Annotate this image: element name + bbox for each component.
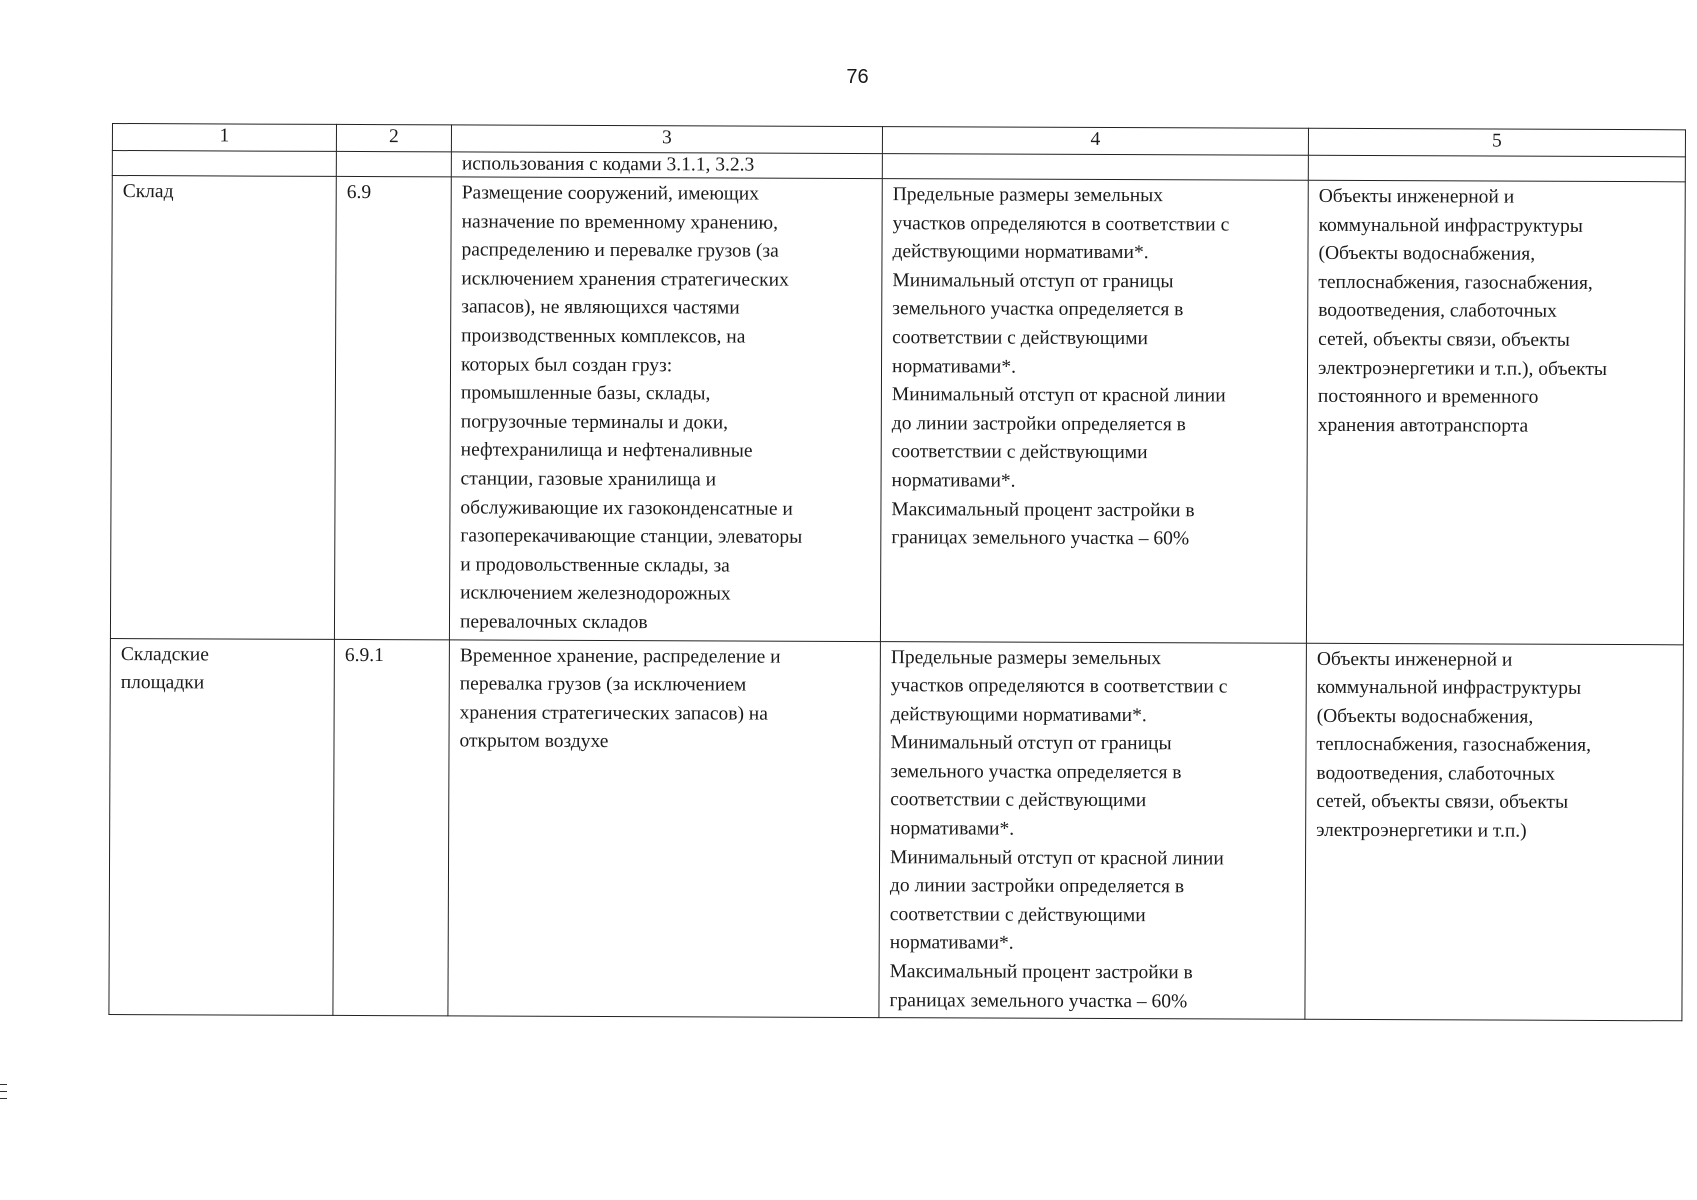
cell-line: открытом воздухе xyxy=(459,730,609,753)
cell-line: теплоснабжения, газоснабжения, xyxy=(1318,271,1593,294)
cell-line: сетей, объекты связи, объекты xyxy=(1318,328,1570,351)
cell-line: земельного участка определяется в xyxy=(890,761,1182,784)
cell-line: исключением железнодорожных xyxy=(460,582,731,605)
cell-line: Склад xyxy=(122,181,174,203)
cell-line: коммунальной инфраструктуры xyxy=(1316,676,1582,699)
cell-line: Максимальный процент застройки в xyxy=(889,961,1193,984)
cell-line: обслуживающие их газоконденсатные и xyxy=(460,496,793,520)
cell-line: до линии застройки определяется в xyxy=(889,875,1185,898)
cell-line: которых был создан груз: xyxy=(460,353,673,376)
cell-line: перевалочных складов xyxy=(459,611,648,634)
cell-line: соответствии с действующими xyxy=(890,789,1147,812)
cell-line: нормативами*. xyxy=(891,470,1016,492)
cell-line: границах земельного участка – 60% xyxy=(889,989,1188,1012)
column-number-4: 4 xyxy=(882,127,1308,156)
margin-mark xyxy=(0,1084,7,1085)
column-number-1: 1 xyxy=(112,124,336,152)
cell-line: Временное хранение, распределение и xyxy=(459,644,781,668)
cell-line: газоперекачивающие станции, элеваторы xyxy=(460,525,803,548)
cell-line: станции, газовые хранилища и xyxy=(460,468,717,491)
land-use-related-objects xyxy=(1305,643,1684,1021)
land-use-parameters xyxy=(880,179,1308,643)
cell-line: нормативами*. xyxy=(891,355,1017,378)
page-number: 76 xyxy=(846,66,869,88)
cell-line: действующими нормативами*. xyxy=(890,703,1147,726)
cell-line: соответствии с действующими xyxy=(891,441,1148,464)
cell-line: участков определяются в соответствии с xyxy=(890,675,1228,698)
cell-line: границах земельного участка – 60% xyxy=(891,527,1190,550)
land-use-name xyxy=(109,638,335,1016)
continuation-cell-5 xyxy=(1308,155,1685,182)
cell-line: распределению и перевалке грузов (за xyxy=(461,239,779,262)
cell-line: водоотведения, слаботочных xyxy=(1316,762,1556,785)
table-row xyxy=(110,176,1685,645)
cell-line: водоотведения, слаботочных xyxy=(1318,300,1557,323)
cell-line: нормативами*. xyxy=(890,818,1015,840)
cell-line: земельного участка определяется в xyxy=(892,298,1184,321)
cell-line: Предельные размеры земельных xyxy=(890,646,1162,669)
column-number-2: 2 xyxy=(336,124,451,151)
cell-line: участков определяются в соответствии с xyxy=(892,212,1230,236)
cell-line: площадки xyxy=(120,672,205,694)
cell-line: постоянного и временного xyxy=(1317,385,1539,408)
cell-line: запасов), не являющихся частями xyxy=(461,296,740,319)
column-number-5: 5 xyxy=(1308,128,1685,157)
cell-line: промышленные базы, склады, xyxy=(460,382,711,405)
cell-line: 6.9.1 xyxy=(344,644,384,666)
cell-line: сетей, объекты связи, объекты xyxy=(1316,791,1569,814)
land-use-related-objects xyxy=(1306,180,1685,644)
cell-line: Минимальный отступ от красной линии xyxy=(891,384,1226,407)
cell-line: Объекты инженерной и xyxy=(1316,648,1513,671)
cell-line: соответствии с действующими xyxy=(892,327,1149,350)
column-number-3: 3 xyxy=(451,125,882,154)
cell-line: Складские xyxy=(120,643,209,665)
cell-line: производственных комплексов, на xyxy=(461,325,746,348)
cell-line: нормативами*. xyxy=(889,932,1014,955)
cell-line: погрузочные терминалы и доки, xyxy=(460,411,729,434)
cell-line: Предельные размеры земельных xyxy=(892,184,1164,207)
cell-line: исключением хранения стратегических xyxy=(461,268,789,291)
cell-line: Объекты инженерной и xyxy=(1318,185,1515,208)
land-use-description xyxy=(448,639,881,1017)
cell-line: назначение по временному хранению, xyxy=(461,210,779,234)
cell-line: коммунальной инфраструктуры xyxy=(1318,214,1583,237)
zoning-table xyxy=(108,123,1686,1022)
cell-line: перевалка грузов (за исключением xyxy=(459,673,747,696)
cell-line: электроэнергетики и т.п.), объекты xyxy=(1317,357,1608,380)
cell-line: соответствии с действующими xyxy=(889,903,1146,926)
margin-mark xyxy=(0,1098,7,1099)
cell-line: электроэнергетики и т.п.) xyxy=(1316,819,1527,842)
continuation-cell-3: использования с кодами 3.1.1, 3.2.3 xyxy=(451,152,882,179)
table-row xyxy=(109,638,1683,1021)
land-use-name xyxy=(110,176,336,639)
land-use-description xyxy=(449,177,882,641)
cell-line: нефтехранилища и нефтеналивные xyxy=(460,439,753,462)
margin-mark xyxy=(0,1091,7,1092)
cell-line: и продовольственные склады, за xyxy=(460,554,730,577)
land-use-code xyxy=(333,639,450,1016)
cell-line: Минимальный отступ от красной линии xyxy=(890,846,1224,870)
land-use-code xyxy=(334,176,451,639)
cell-line: действующими нормативами*. xyxy=(892,241,1149,264)
cell-line: (Объекты водоснабжения, xyxy=(1316,705,1534,728)
cell-line: (Объекты водоснабжения, xyxy=(1318,243,1536,265)
cell-line: хранения стратегических запасов) на xyxy=(459,702,768,725)
continuation-cell-2 xyxy=(336,151,451,176)
cell-line: теплоснабжения, газоснабжения, xyxy=(1316,734,1592,757)
cell-line: хранения автотранспорта xyxy=(1317,414,1529,437)
cell-line: Максимальный процент застройки в xyxy=(891,498,1195,521)
cell-line: Размещение сооружений, имеющих xyxy=(461,182,760,205)
continuation-cell-1 xyxy=(112,151,336,177)
cell-line: Минимальный отступ от границы xyxy=(892,269,1174,293)
continuation-cell-4 xyxy=(882,154,1308,181)
land-use-parameters xyxy=(879,641,1307,1019)
cell-line: Минимальный отступ от границы xyxy=(890,732,1172,755)
cell-line: 6.9 xyxy=(346,181,372,204)
cell-line: до линии застройки определяется в xyxy=(891,412,1186,436)
